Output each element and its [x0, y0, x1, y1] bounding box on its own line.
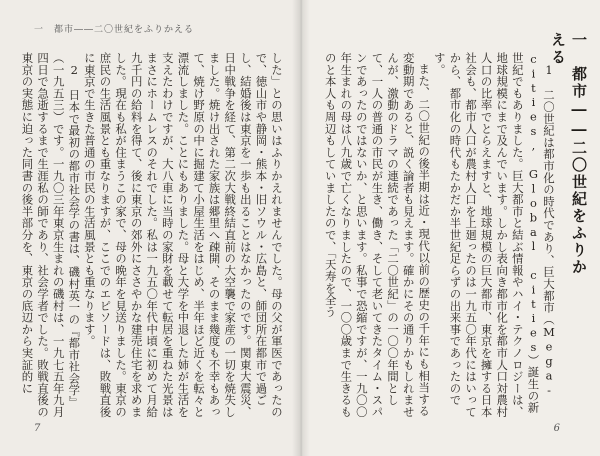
- running-head-text: 一 都市――二〇世紀をふりかえる: [34, 25, 195, 35]
- left-body-text: [20, 52, 284, 418]
- right-paragraph-1: 1 二〇世紀は都市化の時代であり、巨大都市（Mega-cities, Global cities）誕生の新世紀でもありました。巨大都市と結ぶ情報やハイ・テクノロジーは、地球規模にまで及んでいます。しかし表向き都市化を都市人口対農村人口の比率でとらえますと、地球規模の巨大都市、東京を擁する日本社会も、都市人口が農村人口を上廻ったのは一九五〇年代にはいってから、都市化の時代もたかだか半世紀足らずの出来事であったのです。: [432, 52, 556, 418]
- book-gutter: [292, 0, 310, 456]
- page-number-left: 7: [34, 423, 41, 434]
- chapter-title: 一 都市――二〇世紀をふりかえる: [549, 32, 588, 276]
- right-body-text: [314, 52, 556, 418]
- left-paragraph-1: した」との思いはふりかえれませんでした。母の父が軍医であったので、徳山市や静岡・熊本・旧ソウル・広島と、師団所在都市で過ごし、結婚後は東京を一歩も出ることはなかったのです。関東大震災、日中戦争を経て、第二次大戦終結直前の大空襲で家産の一切を焼失しました。焼け出された家族は郷里へ疎開、そのまま幾度も不幸もあって、焼け野原の中に掘建て小屋生活をはじめ、半年ほど近くを転々と漂流しました。ことにもありました。母と大学を中退した姉が生活を支えたわけですが、大八車に当時の家財を載せて転居を重ねた光景はまさにホームレスのそれでした。私は一九五〇年代中頃に初めて月給九千円の給料を得て、後に東京の郊外にささやかな建売住宅を求めました。現在も私が住まうこの家で、母の晩年を見送りました。東京の庶民の生活風景とも重なりますが、ここでのエピソードは、敗戦直後に東京で生きた普通の市民の生活風景とも重なります。: [82, 52, 284, 418]
- left-paragraph-2: 2 日本で最初の都市社会学の書は、磯村英一の『都市社会学』（一九五三）です。一九〇三年東京生まれの磯村は、一九七五年九月四日で急逝するまで生涯私の師であり、社会学者でした。敗戦直後の東京の実態に迫った同書の後半部分を、東京の底辺から実証的に: [20, 52, 82, 418]
- page-number-right: 6: [553, 423, 560, 434]
- right-paragraph-2: また、二〇世紀の後半期は近・現代以前の歴史の千年にも相当する変動期であると、説く論者も見えます。確かにその通りかもしれませんが、激動のドラマの連続であった「二〇世紀」の一〇〇年間として、一人の普通の市民が生き、働き、そして老いてきたタイム・スパンであったのではないか、と思います。私事で恐縮ですが、一九〇〇年生まれの母は八九歳で亡くなりましたので、一〇〇歳まで生きるものと本人も周辺もしていましたので、「天寿を全う: [323, 52, 432, 418]
- right-page: [300, 0, 600, 456]
- running-head: [34, 22, 194, 35]
